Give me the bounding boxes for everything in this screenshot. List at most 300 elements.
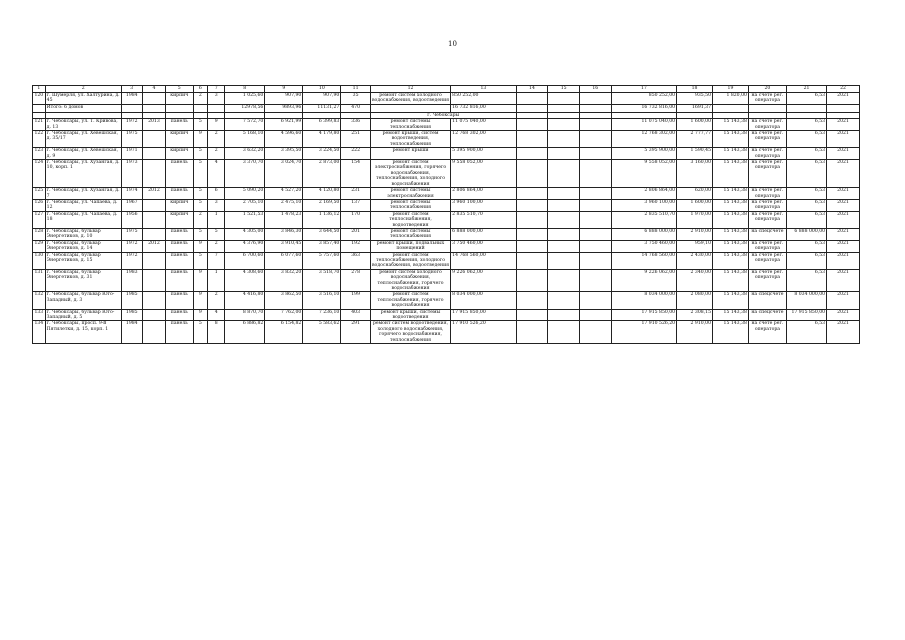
column-number: 22 (827, 86, 860, 93)
table-cell: 2021 (827, 119, 860, 131)
table-cell: 7 572,70 (225, 119, 265, 131)
table-cell: 2 806 864,00 (611, 188, 676, 200)
housing-table (32, 85, 860, 344)
column-number: 11 (341, 86, 371, 93)
table-cell: панель (166, 240, 193, 252)
table-cell: 3 750 460,00 (611, 240, 676, 252)
table-cell: г. Чебоксары, ул. Чапаева, д. 18 (45, 211, 121, 228)
table-cell: ремонт систем электроснабжения, горячего водоснабжения, теплоснабжения, холодного водоснабжения (370, 160, 450, 188)
table-cell: 126 (33, 199, 46, 211)
table-cell: 1971 (121, 148, 142, 160)
table-cell (516, 93, 548, 105)
table-cell: 1967 (121, 199, 142, 211)
table-cell: 5 395 900,00 (611, 148, 676, 160)
table-cell: 291 (341, 321, 371, 344)
table-row (33, 131, 860, 148)
table-cell: 1984 (121, 93, 142, 105)
table-cell (579, 104, 611, 112)
table-cell: 907,90 (265, 93, 303, 105)
table-cell (579, 269, 611, 292)
table-cell: 1691,37 (677, 104, 713, 112)
table-cell: 131 (33, 269, 46, 292)
table-cell (548, 93, 580, 105)
table-cell: 2013 (142, 119, 165, 131)
table-cell: 251 (341, 131, 371, 148)
table-cell: 2021 (827, 321, 860, 344)
table-cell: 3 395,50 (265, 148, 303, 160)
table-cell: 3 644,50 (303, 228, 341, 240)
table-cell: 129 (33, 240, 46, 252)
table-cell: на счете рег. оператора (748, 321, 786, 344)
table-cell: 8 034 000,00 (611, 292, 676, 309)
table-cell: ремонт крыши, систем водоотведения, теплоснабжения (370, 131, 450, 148)
table-cell: 1 970,00 (677, 211, 713, 228)
table-cell: 1985 (121, 292, 142, 309)
table-cell: 1 600,00 (677, 119, 713, 131)
table-cell: 5 583,62 (303, 321, 341, 344)
table-cell: 1972 (121, 119, 142, 131)
table-cell: 5 (193, 148, 208, 160)
table-cell (516, 160, 548, 188)
table-cell: г. Чебоксары, бульвар Энергетиков, д. 14 (45, 240, 121, 252)
table-cell: 9 226 062,00 (451, 269, 516, 292)
table-cell (516, 252, 548, 269)
table-cell: 1 025,60 (225, 93, 265, 105)
table-cell: 3 832,20 (265, 269, 303, 292)
table-cell: 15 143,38 (713, 269, 749, 292)
table-cell (579, 148, 611, 160)
table-cell: 3 846,30 (265, 228, 303, 240)
column-number: 16 (579, 86, 611, 93)
table-cell: 5 (193, 188, 208, 200)
table-cell: 2 806 864,00 (451, 188, 516, 200)
table-cell: на счете рег. оператора (748, 199, 786, 211)
column-number: 2 (45, 86, 121, 93)
table-cell: 1 478,23 (265, 211, 303, 228)
table-cell: 3 (208, 199, 225, 211)
table-cell: на спецсчете (748, 309, 786, 321)
table-cell (142, 269, 165, 292)
table-cell: 201 (341, 228, 371, 240)
table-cell: г. Чебоксары, ул. Хевешская, д. 9 (45, 148, 121, 160)
table-cell: кирпич (166, 199, 193, 211)
column-number: 7 (208, 86, 225, 93)
table-row (33, 93, 860, 105)
table-row (33, 160, 860, 188)
column-number: 8 (225, 86, 265, 93)
table-cell: 125 (33, 188, 46, 200)
column-number: 18 (677, 86, 713, 93)
table-cell (516, 228, 548, 240)
table-cell (786, 104, 826, 112)
table-cell: 1 (208, 269, 225, 292)
table-cell (516, 148, 548, 160)
table-row (33, 292, 860, 309)
table-cell: 2 475,10 (265, 199, 303, 211)
table-cell: 3 632,20 (225, 148, 265, 160)
table-cell: г. Шумерля, ул. Халтурина, д. 45 (46, 93, 120, 104)
column-number: 6 (193, 86, 208, 93)
table-cell (142, 160, 165, 188)
table-cell: 2 873,00 (303, 160, 341, 188)
table-cell: 6,53 (786, 93, 826, 105)
table-cell: 3 024,70 (265, 160, 303, 188)
table-cell: 9 (193, 240, 208, 252)
table-cell: 231 (341, 188, 371, 200)
table-row (33, 148, 860, 160)
table-cell: 2 (208, 292, 225, 309)
table-cell: 6 399,83 (303, 119, 341, 131)
table-cell: 3 516,10 (303, 292, 341, 309)
table-cell: 4 179,80 (303, 131, 341, 148)
table-cell: панель (166, 269, 193, 292)
table-cell (548, 240, 580, 252)
table-cell: 128 (33, 228, 46, 240)
table-cell: панель (166, 292, 193, 309)
table-cell: 2012 (142, 240, 165, 252)
table-cell: кирпич (166, 148, 193, 160)
table-cell (33, 104, 46, 112)
table-cell: г. Чебоксары, ул. Хевешская, д. 35/17 (45, 131, 121, 148)
table-cell (142, 292, 165, 309)
table-cell (548, 292, 580, 309)
table-cell: г. Чебоксары, ул. Хузангая, д. 10, корп. 1 (45, 160, 121, 188)
table-cell (142, 321, 165, 344)
table-cell: 336 (341, 119, 371, 131)
table-cell (548, 160, 580, 188)
table-cell: кирпич (166, 131, 193, 148)
table-cell: 1983 (121, 269, 142, 292)
column-number: 10 (303, 86, 341, 93)
table-cell: г. Чебоксары, бульвар Юго-Западный, д. 3 (45, 292, 121, 309)
column-number: 3 (121, 86, 142, 93)
table-cell: 7 (208, 252, 225, 269)
table-cell: на спецсчете (748, 228, 786, 240)
table-cell: 15 143,38 (713, 321, 749, 344)
table-cell: 6,53 (786, 269, 826, 292)
table-cell: 2 705,10 (225, 199, 265, 211)
table-cell: Итого: 6 домов (45, 104, 121, 112)
table-cell: 2 910,00 (677, 321, 713, 344)
table-row (33, 211, 860, 228)
table-cell: 15 143,38 (713, 309, 749, 321)
table-cell: 278 (341, 269, 371, 292)
table-cell: 6,53 (786, 131, 826, 148)
table-cell (579, 119, 611, 131)
table-cell: 132 (33, 292, 46, 309)
table-cell (516, 188, 548, 200)
table-cell: 2021 (827, 211, 860, 228)
table-cell: 15 143,38 (713, 119, 749, 131)
table-cell: 134 (33, 321, 46, 344)
table-cell: 6 888 000,00 (786, 228, 826, 240)
column-number: 17 (611, 86, 676, 93)
table-cell (579, 240, 611, 252)
table-cell: г. Чебоксары, бульвар Энергетиков, д. 10 (45, 228, 121, 240)
table-cell: 6,53 (786, 188, 826, 200)
table-cell: ремонт крыши, системы водоотведения (370, 309, 450, 321)
table-cell: на счете рег. оператора (748, 240, 786, 252)
table-cell (516, 104, 548, 112)
table-cell: 3 518,70 (303, 269, 341, 292)
table-cell: 2021 (827, 240, 860, 252)
table-cell: 170 (341, 211, 371, 228)
table-cell: 4 596,60 (265, 131, 303, 148)
table-cell: 2021 (827, 199, 860, 211)
table-cell: ремонт системы теплоснабжения (370, 199, 450, 211)
table-cell: панель (166, 228, 193, 240)
table-cell: 3 160,00 (677, 160, 713, 188)
table-cell: 4 308,60 (225, 269, 265, 292)
table-cell: 3 (208, 93, 225, 105)
table-cell: 2 (193, 93, 208, 105)
table-cell: 35 (341, 93, 371, 105)
table-cell (548, 188, 580, 200)
table-cell: 363 (341, 252, 371, 269)
table-cell: 6,53 (786, 211, 826, 228)
table-cell: 9 (193, 269, 208, 292)
table-cell: 17 910 526,20 (451, 321, 516, 344)
table-cell (516, 240, 548, 252)
table-cell (370, 104, 450, 112)
table-cell: 9 (193, 131, 208, 148)
table-cell: 8 870,70 (225, 309, 265, 321)
table-cell (516, 131, 548, 148)
column-number: 12 (370, 86, 450, 93)
column-number: 9 (265, 86, 303, 93)
table-row (33, 252, 860, 269)
table-cell: 1975 (121, 131, 142, 148)
table-cell: 14 768 560,00 (451, 252, 516, 269)
column-number-row (33, 86, 860, 93)
table-cell (166, 104, 193, 112)
table-cell: 3 960 100,00 (611, 199, 676, 211)
table-cell: 154 (341, 160, 371, 188)
table-cell: 11 075 040,00 (451, 119, 516, 131)
table-cell: 12 768 302,00 (451, 131, 516, 148)
table-cell (516, 292, 548, 309)
table-cell: ремонт систем холодного водоснабжения, теплоснабжения, горячего водоснабжения (370, 269, 450, 292)
table-cell: 403 (341, 309, 371, 321)
table-cell: 192 (341, 240, 371, 252)
table-cell: 127 (33, 211, 46, 228)
table-cell: 1 820,00 (713, 93, 749, 105)
table-cell: 2012 (142, 188, 165, 200)
table-cell: 4 527,20 (265, 188, 303, 200)
table-row (33, 199, 860, 211)
table-cell (548, 131, 580, 148)
table-cell: на счете рег. оператора (748, 160, 786, 188)
table-cell (142, 199, 165, 211)
table-cell: г. Чебоксары, бульвар Энергетиков, д. 15 (45, 252, 121, 269)
table-cell: 6 888 000,00 (611, 228, 676, 240)
table-cell: 17 915 850,00 (451, 309, 516, 321)
section-title: г. Чебоксары (370, 112, 516, 118)
table-cell: 17 915 850,00 (786, 309, 826, 321)
table-cell (579, 309, 611, 321)
table-cell (548, 211, 580, 228)
table-cell: 2021 (827, 252, 860, 269)
table-cell: 4 305,00 (225, 228, 265, 240)
table-cell: 2 777,77 (677, 131, 713, 148)
table-cell: 123 (33, 148, 46, 160)
table-cell (142, 252, 165, 269)
table-cell: панель (166, 252, 193, 269)
table-cell: панель (166, 160, 193, 188)
table-cell: 15 143,38 (713, 252, 749, 269)
table-cell (208, 104, 225, 112)
table-cell: 2 910,00 (677, 228, 713, 240)
table-cell: 2021 (827, 93, 860, 105)
table-cell: 9 (193, 292, 208, 309)
table-cell: на счете рег. оператора (748, 119, 786, 131)
table-cell: 4 376,90 (225, 240, 265, 252)
table-cell: 2021 (827, 309, 860, 321)
table-cell: 15 143,38 (713, 228, 749, 240)
table-cell: 6 886,82 (225, 321, 265, 344)
table-cell: 6 700,60 (225, 252, 265, 269)
table-cell (579, 321, 611, 344)
table-cell (142, 228, 165, 240)
table-cell: 17 915 850,00 (611, 309, 676, 321)
table-cell: 2021 (827, 188, 860, 200)
table-cell: ремонт системы электроснабжения (370, 188, 450, 200)
table-cell: 4 120,80 (303, 188, 341, 200)
table-cell: 470 (341, 104, 371, 112)
table-cell: 1 (208, 211, 225, 228)
table-cell: панель (166, 188, 193, 200)
column-number: 4 (142, 86, 165, 93)
table-cell: на счете рег. оператора (748, 188, 786, 200)
table-cell: 8 (208, 321, 225, 344)
table-cell: 222 (341, 148, 371, 160)
table-cell (579, 188, 611, 200)
table-cell: 2021 (827, 131, 860, 148)
column-number: 14 (516, 86, 548, 93)
table-cell: 7 762,00 (265, 309, 303, 321)
table-cell (713, 104, 749, 112)
column-number: 15 (548, 86, 580, 93)
table-cell (548, 148, 580, 160)
table-cell: 12 768 302,00 (611, 131, 676, 148)
table-cell: на спецсчете (748, 292, 786, 309)
table-cell: 1973 (121, 160, 142, 188)
table-cell (579, 292, 611, 309)
table-cell: ремонт крыши, подвальных помещений (370, 240, 450, 252)
table-cell: г. Чебоксары, ул. Чапаева, д. 12 (45, 199, 121, 211)
table-cell: 9 226 062,00 (611, 269, 676, 292)
table-cell (516, 211, 548, 228)
table-cell: на счете рег. оператора (748, 93, 786, 105)
table-cell: 2 430,00 (677, 252, 713, 269)
table-cell: 6 077,60 (265, 252, 303, 269)
table-cell: 5 (208, 228, 225, 240)
table-cell: 4 416,80 (225, 292, 265, 309)
table-cell (142, 104, 165, 112)
table-cell: 2 308,15 (677, 309, 713, 321)
table-cell: 3 750 460,00 (451, 240, 516, 252)
table-cell (142, 131, 165, 148)
table-cell (548, 321, 580, 344)
table-cell (548, 199, 580, 211)
table-cell: 137 (341, 199, 371, 211)
table-cell: на счете рег. оператора (748, 131, 786, 148)
table-cell: 2 835 510,70 (451, 211, 516, 228)
table-cell (579, 131, 611, 148)
table-cell: ремонт систем теплоснабжения, холодного водоснабжения, водоотведения (371, 252, 450, 269)
table-cell: 959,10 (677, 240, 713, 252)
table-cell (548, 269, 580, 292)
table-cell: 1 600,00 (677, 199, 713, 211)
table-row (33, 228, 860, 240)
table-cell: на счете рег. оператора (748, 269, 786, 292)
table-cell: 4 (208, 309, 225, 321)
table-cell: 3 857,40 (303, 240, 341, 252)
table-cell: 2 (208, 240, 225, 252)
table-cell (579, 93, 611, 105)
table-row (33, 321, 860, 344)
page-number: 10 (448, 40, 457, 48)
table-cell: 620,00 (677, 188, 713, 200)
column-number: 13 (451, 86, 516, 93)
table-cell: 124 (33, 160, 46, 188)
table-cell: 8 034 000,00 (451, 292, 516, 309)
table-cell: 2021 (827, 160, 860, 188)
table-cell (827, 104, 860, 112)
table-cell: 3 862,50 (265, 292, 303, 309)
table-cell: 6,53 (786, 199, 826, 211)
table-cell: 11131,27 (303, 104, 341, 112)
column-number: 20 (748, 86, 786, 93)
column-number: 21 (786, 86, 826, 93)
table-cell: 5 757,60 (303, 252, 341, 269)
table-cell: 2 (208, 131, 225, 148)
table-cell: панель (166, 119, 193, 131)
table-cell (142, 93, 165, 105)
table-cell: 3 224,50 (303, 148, 341, 160)
table-cell: г. Чебоксары, ул. Хузангая, д. 7 (46, 188, 120, 199)
table-cell: 15 143,38 (713, 160, 749, 188)
table-cell: 5 (193, 228, 208, 240)
table-cell: 2021 (827, 148, 860, 160)
table-cell: панель (166, 321, 193, 344)
table-cell: 5 (193, 199, 208, 211)
table-cell: 15 143,38 (713, 199, 749, 211)
table-cell: 1 136,12 (303, 211, 341, 228)
table-cell (516, 199, 548, 211)
table-cell: 907,90 (303, 93, 341, 105)
table-cell: 6 921,99 (265, 119, 303, 131)
table-cell (748, 104, 786, 112)
table-cell: 1972 (121, 240, 142, 252)
table-cell: 3 370,70 (225, 160, 265, 188)
table-cell (579, 252, 611, 269)
table-cell: 3 960 100,00 (451, 199, 516, 211)
table-cell: 6,53 (786, 321, 826, 344)
column-number: 5 (166, 86, 193, 93)
table-cell: 122 (33, 131, 46, 148)
table-cell: 6 (208, 188, 225, 200)
table-cell: 9 (208, 119, 225, 131)
table-cell: 1985 (121, 309, 142, 321)
table-cell: 15 143,38 (713, 188, 749, 200)
table-cell: ремонт крыши (370, 148, 450, 160)
table-cell: 15 143,38 (713, 211, 749, 228)
table-cell: 1975 (121, 228, 142, 240)
table-cell (548, 119, 580, 131)
table-cell: 6,53 (786, 160, 826, 188)
table-cell: 133 (33, 309, 46, 321)
